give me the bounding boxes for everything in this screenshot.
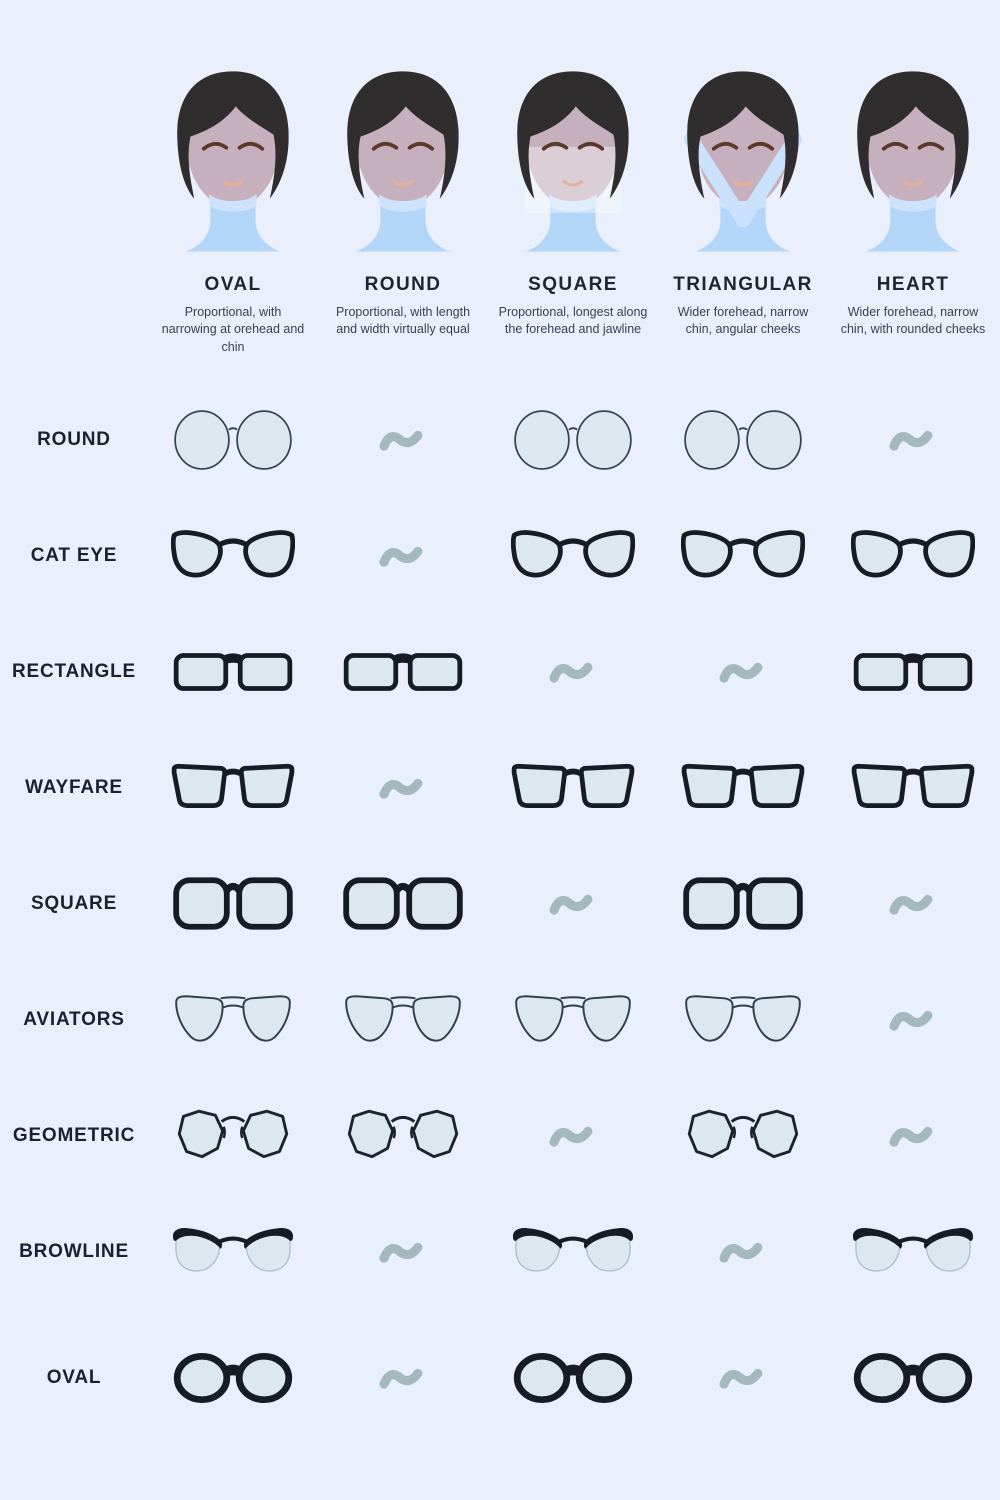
square-glasses-icon [318, 873, 488, 935]
glasses-face-match-matrix [0, 382, 1000, 1436]
round-face-icon [320, 62, 486, 260]
squiggle-no-match-icon [318, 423, 488, 456]
face-shape-title: HEART [876, 274, 950, 295]
glasses-row-aviators [0, 962, 1000, 1078]
glasses-row-cat-eye [0, 498, 1000, 614]
face-shape-title: ROUND [364, 274, 442, 295]
cat-eye-glasses-icon [828, 525, 998, 587]
cat-eye-glasses-icon [488, 525, 658, 587]
cat-eye-glasses-icon [148, 525, 318, 587]
face-shape-title: SQUARE [528, 274, 618, 295]
oval-glasses-icon [148, 1347, 318, 1409]
glasses-style-label: RECTANGLE [11, 660, 136, 682]
squiggle-no-match-icon [488, 655, 658, 688]
glasses-style-label: SQUARE [30, 892, 118, 914]
rectangle-glasses-icon [318, 641, 488, 703]
glasses-row-geometric [0, 1078, 1000, 1194]
face-shape-description: Proportional, with length and width virtually equal [335, 305, 471, 337]
rectangle-glasses-icon [828, 641, 998, 703]
geometric-glasses-icon [318, 1105, 488, 1167]
glasses-row-round [0, 382, 1000, 498]
squiggle-no-match-icon [488, 1119, 658, 1152]
wayfare-glasses-icon [658, 757, 828, 819]
square-glasses-icon [148, 873, 318, 935]
squiggle-no-match-icon [828, 1003, 998, 1036]
aviators-glasses-icon [488, 989, 658, 1051]
face-shapes-header [0, 0, 1000, 356]
round-glasses-icon [488, 409, 658, 471]
glasses-row-browline [0, 1194, 1000, 1310]
squiggle-no-match-icon [318, 1235, 488, 1268]
glasses-row-square [0, 846, 1000, 962]
squiggle-no-match-icon [658, 655, 828, 688]
wayfare-glasses-icon [828, 757, 998, 819]
oval-glasses-icon [828, 1347, 998, 1409]
squiggle-no-match-icon [318, 771, 488, 804]
wayfare-glasses-icon [148, 757, 318, 819]
squiggle-no-match-icon [828, 887, 998, 920]
squiggle-no-match-icon [488, 887, 658, 920]
glasses-style-label: ROUND [37, 428, 111, 450]
cat-eye-glasses-icon [658, 525, 828, 587]
face-shape-description: Wider forehead, narrow chin, with rounded cheeks [840, 305, 986, 337]
triangular-face-icon [660, 62, 826, 260]
round-glasses-icon [148, 409, 318, 471]
face-shape-title: OVAL [204, 274, 262, 295]
squiggle-no-match-icon [828, 423, 998, 456]
aviators-glasses-icon [148, 989, 318, 1051]
glasses-style-label: GEOMETRIC [12, 1124, 136, 1146]
glasses-style-label: WAYFARE [25, 776, 123, 798]
square-face-icon [490, 62, 656, 260]
squiggle-no-match-icon [828, 1119, 998, 1152]
aviators-glasses-icon [658, 989, 828, 1051]
square-glasses-icon [658, 873, 828, 935]
aviators-glasses-icon [318, 989, 488, 1051]
squiggle-no-match-icon [318, 1361, 488, 1394]
face-shape-title: TRIANGULAR [673, 274, 813, 295]
face-shape-column-oval [148, 62, 318, 356]
face-shape-column-heart [828, 62, 998, 339]
face-shape-description: Proportional, longest along the forehead and jawline [498, 305, 648, 337]
squiggle-no-match-icon [658, 1235, 828, 1268]
heart-face-icon [830, 62, 996, 260]
glasses-row-rectangle [0, 614, 1000, 730]
glasses-row-oval [0, 1320, 1000, 1436]
rectangle-glasses-icon [148, 641, 318, 703]
browline-glasses-icon [148, 1221, 318, 1283]
glasses-style-label: AVIATORS [23, 1008, 125, 1030]
geometric-glasses-icon [148, 1105, 318, 1167]
round-glasses-icon [658, 409, 828, 471]
face-shape-description: Proportional, with narrowing at orehead and chin [161, 305, 305, 354]
face-shape-column-square [488, 62, 658, 339]
face-shape-column-triangular [658, 62, 828, 339]
face-shape-description: Wider forehead, narrow chin, angular cheeks [677, 305, 809, 337]
glasses-style-label: CAT EYE [30, 544, 118, 566]
squiggle-no-match-icon [318, 539, 488, 572]
oval-glasses-icon [488, 1347, 658, 1409]
browline-glasses-icon [828, 1221, 998, 1283]
wayfare-glasses-icon [488, 757, 658, 819]
face-shape-column-round [318, 62, 488, 339]
glasses-row-wayfare [0, 730, 1000, 846]
browline-glasses-icon [488, 1221, 658, 1283]
glasses-style-label: OVAL [46, 1366, 102, 1388]
glasses-style-label: BROWLINE [19, 1240, 129, 1262]
squiggle-no-match-icon [658, 1361, 828, 1394]
oval-face-icon [150, 62, 316, 260]
geometric-glasses-icon [658, 1105, 828, 1167]
